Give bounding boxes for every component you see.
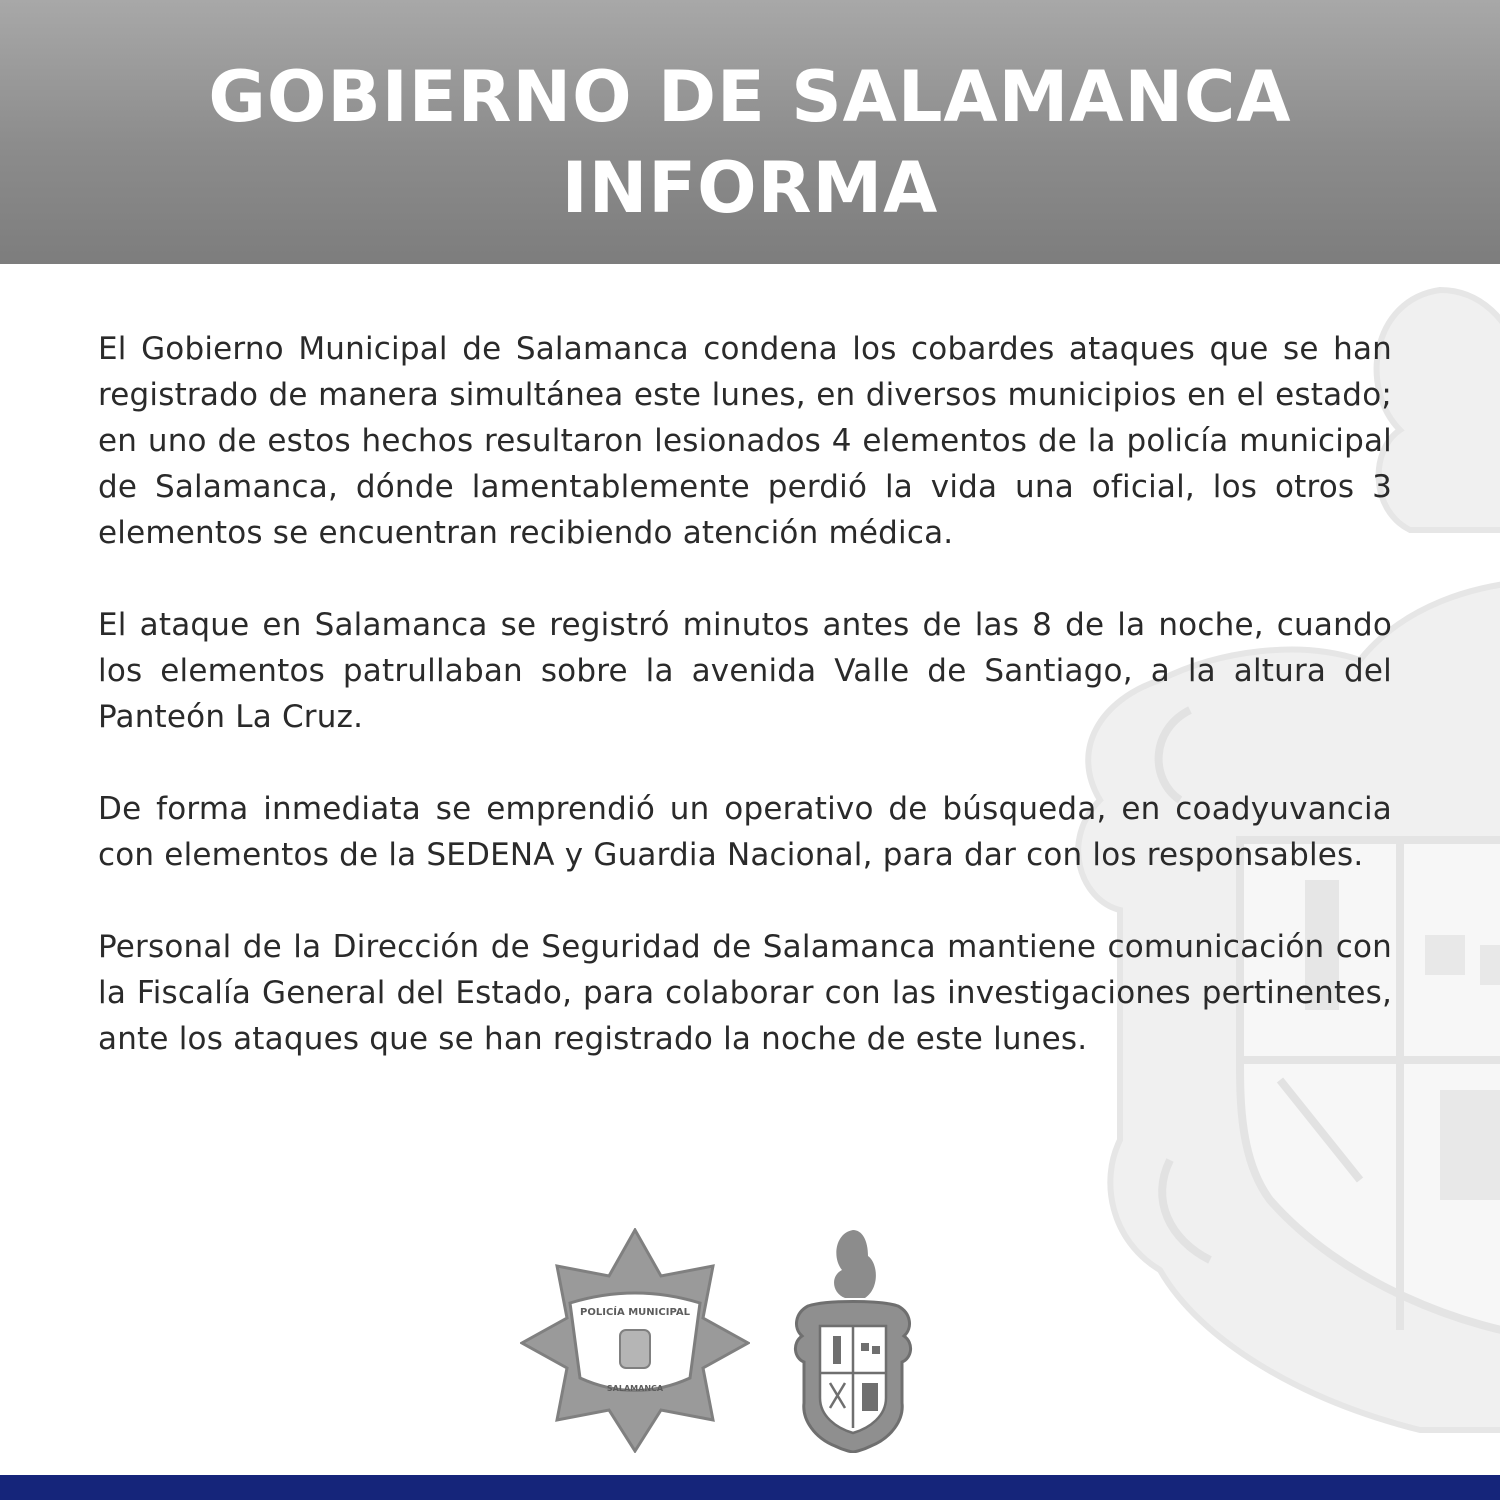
title-line-1: GOBIERNO DE SALAMANCA [208, 56, 1292, 138]
paragraph-1: El Gobierno Municipal de Salamanca condena los cobardes ataques que se han registrado de manera simultánea este lunes, en diversos municipios en el estado; en uno de estos hechos resultaron lesionados 4 elementos de la policía municipal de Salamanca, dónde lamentablemente perdió la vida una oficial, los otros 3 elementos se encuentran recibiendo atención médica. [98, 331, 1392, 551]
badge-text-top: POLICÍA MUNICIPAL [580, 1307, 690, 1318]
page-title [0, 52, 1500, 234]
badge-text-bottom: SALAMANCA [606, 1384, 664, 1393]
police-badge-logo [520, 1228, 750, 1453]
paragraph-3: De forma inmediata se emprendió un operativo de búsqueda, en coadyuvancia con elementos de la SEDENA y Guardia Nacional, para dar con los responsables. [98, 791, 1392, 873]
statement-body [98, 326, 1392, 1108]
paragraph-4: Personal de la Dirección de Seguridad de Salamanca mantiene comunicación con la Fiscalía General del Estado, para colaborar con las investigaciones pertinentes, ante los ataques que se han registrado la noche de este lunes. [98, 929, 1392, 1057]
footer-bar [0, 1475, 1500, 1500]
title-line-2: INFORMA [561, 147, 939, 229]
coat-of-arms-icon [795, 1230, 910, 1452]
paragraph-2: El ataque en Salamanca se registró minutos antes de las 8 de la noche, cuando los elementos patrullaban sobre la avenida Valle de Santiago, a la altura del Panteón La Cruz. [98, 607, 1392, 735]
header-banner [0, 0, 1500, 264]
coat-of-arms-logo [790, 1228, 916, 1453]
